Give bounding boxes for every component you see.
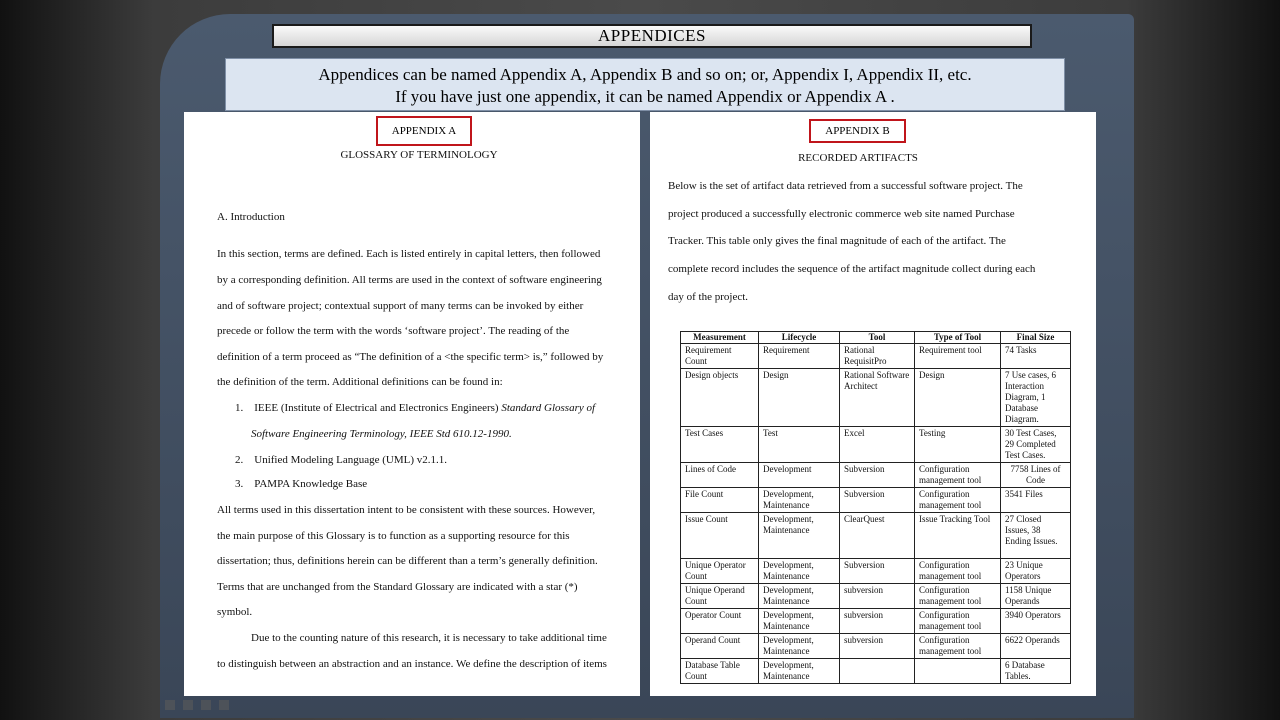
table-cell: 74 Tasks xyxy=(1001,344,1071,369)
table-cell: File Count xyxy=(681,488,759,513)
table-cell: subversion xyxy=(840,609,915,634)
slide-nav-controls[interactable] xyxy=(165,700,229,714)
table-cell: ClearQuest xyxy=(840,513,915,559)
table-cell: Development xyxy=(759,463,840,488)
table-cell: Configuration management tool xyxy=(915,634,1001,659)
table-row xyxy=(681,513,1071,559)
appendix-a-label: APPENDIX A xyxy=(376,116,472,146)
para1-line: In this section, terms are defined. Each is listed entirely in capital letters, then followed xyxy=(217,248,601,260)
intro-line: project produced a successfully electronic commerce web site named Purchase xyxy=(668,208,1015,220)
naming-note xyxy=(225,58,1065,111)
table-cell: Issue Tracking Tool xyxy=(915,513,1001,559)
column-header-final-size: Final Size xyxy=(1001,332,1071,344)
para1-line: and of software project; contextual support of many terms can be invoked by either xyxy=(217,300,584,312)
table-cell: Excel xyxy=(840,427,915,463)
appendix-a-subtitle: GLOSSARY OF TERMINOLOGY xyxy=(340,149,498,161)
table-cell: Test xyxy=(759,427,840,463)
para2-line: the main purpose of this Glossary is to function as a supporting resource for this xyxy=(217,530,570,542)
list-item-1 xyxy=(235,402,595,414)
table-cell: Development, Maintenance xyxy=(759,513,840,559)
table-cell: Configuration management tool xyxy=(915,463,1001,488)
list-item-1-title: Standard Glossary of xyxy=(501,402,596,414)
column-header-lifecycle: Lifecycle xyxy=(759,332,840,344)
column-header-measurement: Measurement xyxy=(681,332,759,344)
para2-line: dissertation; thus, definitions herein can be different than a term’s generally definition. xyxy=(217,555,598,567)
table-cell: 23 Unique Operators xyxy=(1001,559,1071,584)
naming-note-line-2: If you have just one appendix, it can be named Appendix or Appendix A . xyxy=(395,87,895,106)
table-cell xyxy=(915,659,1001,684)
table-cell: Requirement Count xyxy=(681,344,759,369)
intro-line: Tracker. This table only gives the final magnitude of each of the artifact. The xyxy=(668,235,1006,247)
table-cell: Requirement tool xyxy=(915,344,1001,369)
intro-line: complete record includes the sequence of the artifact magnitude collect during each xyxy=(668,263,1036,275)
para2-line: symbol. xyxy=(217,606,253,618)
table-cell: Configuration management tool xyxy=(915,584,1001,609)
table-cell: 3541 Files xyxy=(1001,488,1071,513)
naming-note-line-1: Appendices can be named Appendix A, Appendix B and so on; or, Appendix I, Appendix II, etc. xyxy=(318,65,972,84)
list-item-1-text: IEEE (Institute of Electrical and Electronics Engineers) xyxy=(254,402,502,414)
table-row xyxy=(681,634,1071,659)
table-cell: Rational RequisitPro xyxy=(840,344,915,369)
table-row xyxy=(681,369,1071,427)
para1-line: by a corresponding definition. All terms are used in the context of software engineering xyxy=(217,274,602,286)
column-header-type-of-tool: Type of Tool xyxy=(915,332,1001,344)
list-item-1-continuation: Software Engineering Terminology, IEEE Std 610.12-1990. xyxy=(251,428,512,440)
table-cell: 30 Test Cases, 29 Completed Test Cases. xyxy=(1001,427,1071,463)
table-cell: Configuration management tool xyxy=(915,488,1001,513)
table-row xyxy=(681,344,1071,369)
table-cell: 27 Closed Issues, 38 Ending Issues. xyxy=(1001,513,1071,559)
table-cell: Design objects xyxy=(681,369,759,427)
table-row xyxy=(681,463,1071,488)
table-row xyxy=(681,609,1071,634)
list-item-2-text: Unified Modeling Language (UML) v2.1.1. xyxy=(254,454,448,466)
table-cell: Testing xyxy=(915,427,1001,463)
table-cell: Unique Operator Count xyxy=(681,559,759,584)
table-cell: Subversion xyxy=(840,488,915,513)
table-row xyxy=(681,584,1071,609)
artifact-table xyxy=(680,331,1071,684)
list-item-3-text: PAMPA Knowledge Base xyxy=(254,478,368,490)
intro-line: Below is the set of artifact data retrieved from a successful software project. The xyxy=(668,180,1023,192)
table-cell: Development, Maintenance xyxy=(759,609,840,634)
list-number: 2. xyxy=(235,454,244,466)
para3-line: Due to the counting nature of this research, it is necessary to take additional time xyxy=(251,632,607,644)
table-row xyxy=(681,659,1071,684)
previous-arrow-icon[interactable] xyxy=(165,700,175,710)
list-item-3 xyxy=(235,478,367,490)
table-cell xyxy=(840,659,915,684)
table-cell: Subversion xyxy=(840,463,915,488)
table-cell: Requirement xyxy=(759,344,840,369)
table-cell: Development, Maintenance xyxy=(759,488,840,513)
table-cell: Design xyxy=(915,369,1001,427)
appendix-a-page xyxy=(184,112,640,696)
table-cell: Configuration management tool xyxy=(915,559,1001,584)
appendix-b-subtitle: RECORDED ARTIFACTS xyxy=(798,152,918,164)
table-cell: 1158 Unique Operands xyxy=(1001,584,1071,609)
table-cell: Development, Maintenance xyxy=(759,634,840,659)
para1-line: precede or follow the term with the words ‘software project’. The reading of the xyxy=(217,325,570,337)
table-cell: Development, Maintenance xyxy=(759,559,840,584)
table-cell: Database Table Count xyxy=(681,659,759,684)
appendix-b-page xyxy=(650,112,1096,696)
slide-title: APPENDICES xyxy=(272,24,1032,48)
table-cell: Rational Software Architect xyxy=(840,369,915,427)
column-header-tool: Tool xyxy=(840,332,915,344)
list-number: 3. xyxy=(235,478,244,490)
table-row xyxy=(681,488,1071,513)
para1-line: definition of a term proceed as “The definition of a <the specific term> is,” followed by xyxy=(217,351,604,363)
pen-icon[interactable] xyxy=(183,700,193,710)
table-cell: Issue Count xyxy=(681,513,759,559)
table-cell: Subversion xyxy=(840,559,915,584)
para3-line: to distinguish between an abstraction and an instance. We define the description of items xyxy=(217,658,607,670)
list-item-2 xyxy=(235,454,447,466)
para1-line: the definition of the term. Additional definitions can be found in: xyxy=(217,376,503,388)
table-cell: Design xyxy=(759,369,840,427)
table-cell: subversion xyxy=(840,634,915,659)
table-cell: 3940 Operators xyxy=(1001,609,1071,634)
menu-icon[interactable] xyxy=(201,700,211,710)
table-row xyxy=(681,427,1071,463)
table-cell: Unique Operand Count xyxy=(681,584,759,609)
table-cell: Development, Maintenance xyxy=(759,584,840,609)
para2-line: Terms that are unchanged from the Standard Glossary are indicated with a star (*) xyxy=(217,581,578,593)
list-number: 1. xyxy=(235,402,244,414)
table-cell: Configuration management tool xyxy=(915,609,1001,634)
next-arrow-icon[interactable] xyxy=(219,700,229,710)
table-cell: 7 Use cases, 6 Interaction Diagram, 1 Database Diagram. xyxy=(1001,369,1071,427)
table-cell: Test Cases xyxy=(681,427,759,463)
table-cell: 6622 Operands xyxy=(1001,634,1071,659)
intro-heading: A. Introduction xyxy=(217,211,285,223)
para2-line: All terms used in this dissertation intent to be consistent with these sources. However, xyxy=(217,504,596,516)
intro-line: day of the project. xyxy=(668,291,749,303)
table-header-row xyxy=(681,332,1071,344)
appendix-b-label: APPENDIX B xyxy=(809,119,906,143)
table-cell: Operand Count xyxy=(681,634,759,659)
table-cell: 7758 Lines of Code xyxy=(1001,463,1071,488)
table-row xyxy=(681,559,1071,584)
table-cell: Lines of Code xyxy=(681,463,759,488)
table-cell: Operator Count xyxy=(681,609,759,634)
table-cell: 6 Database Tables. xyxy=(1001,659,1071,684)
table-cell: Development, Maintenance xyxy=(759,659,840,684)
table-cell: subversion xyxy=(840,584,915,609)
